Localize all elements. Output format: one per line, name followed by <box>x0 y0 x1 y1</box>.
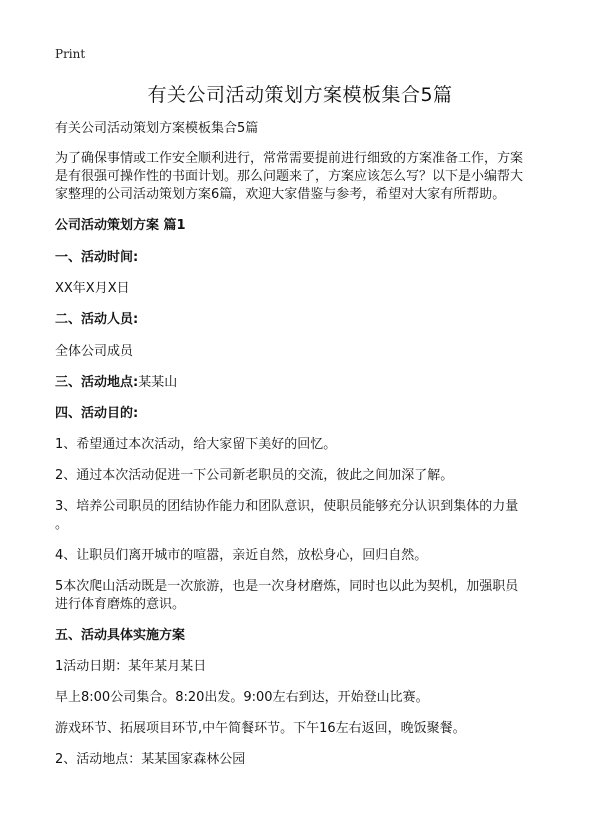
goal-item-1: 1、希望通过本次活动，给大家留下美好的回忆。 <box>55 437 337 452</box>
goal-item-3-line-1: 3、培养公司职员的团结协作能力和团队意识，使职员能够充分认识到集体的力量 <box>55 499 519 514</box>
heading-activity-time: 一、活动时间: <box>55 250 139 265</box>
plan-item-2: 早上8:00公司集合。8:20出发。9:00左右到达，开始登山比赛。 <box>55 690 429 705</box>
intro-line-3: 家整理的公司活动策划方案6篇，欢迎大家借鉴与参考，希望对大家有所帮助。 <box>55 187 506 202</box>
heading-activity-goal: 四、活动目的: <box>55 406 139 421</box>
activity-date: XX年X月X日 <box>55 281 130 296</box>
heading-activity-place <box>55 374 545 392</box>
page-title: 有关公司活动策划方案模板集合5篇 <box>147 84 453 106</box>
goal-item-5-line-1: 5本次爬山活动既是一次旅游，也是一次身材磨炼，同时也以此为契机，加强职员 <box>55 579 519 594</box>
goal-item-3-line-2: 。 <box>55 517 69 532</box>
goal-item-2: 2、通过本次活动促进一下公司新老职员的交流，彼此之间加深了解。 <box>55 468 454 483</box>
plan-item-1: 1活动日期：某年某月某日 <box>55 659 207 674</box>
goal-item-4: 4、让职员们离开城市的喧嚣，亲近自然，放松身心，回归自然。 <box>55 548 428 563</box>
intro-line-2: 是有很强可操作性的书面计划。那么问题来了，方案应该怎么写？以下是小编帮大 <box>55 169 524 184</box>
activity-place-value: 某某山 <box>138 375 178 390</box>
goal-item-5-line-2: 进行体育磨炼的意识。 <box>55 597 186 612</box>
intro-line-1: 为了确保事情或工作安全顺利进行，常常需要提前进行细致的方案准备工作，方案 <box>55 151 524 166</box>
section-heading: 公司活动策划方案 篇1 <box>55 218 186 233</box>
subtitle: 有关公司活动策划方案模板集合5篇 <box>55 121 259 136</box>
activity-place-label: 三、活动地点: <box>55 375 139 390</box>
activity-people: 全体公司成员 <box>55 344 134 359</box>
plan-item-3: 游戏环节、拓展项目环节,中午简餐环节。下午16左右返回，晚饭聚餐。 <box>55 721 466 736</box>
plan-item-4: 2、活动地点：某某国家森林公园 <box>55 752 246 767</box>
heading-implementation: 五、活动具体实施方案 <box>55 628 186 643</box>
print-label[interactable]: Print <box>55 47 86 61</box>
heading-activity-people: 二、活动人员: <box>55 312 139 327</box>
